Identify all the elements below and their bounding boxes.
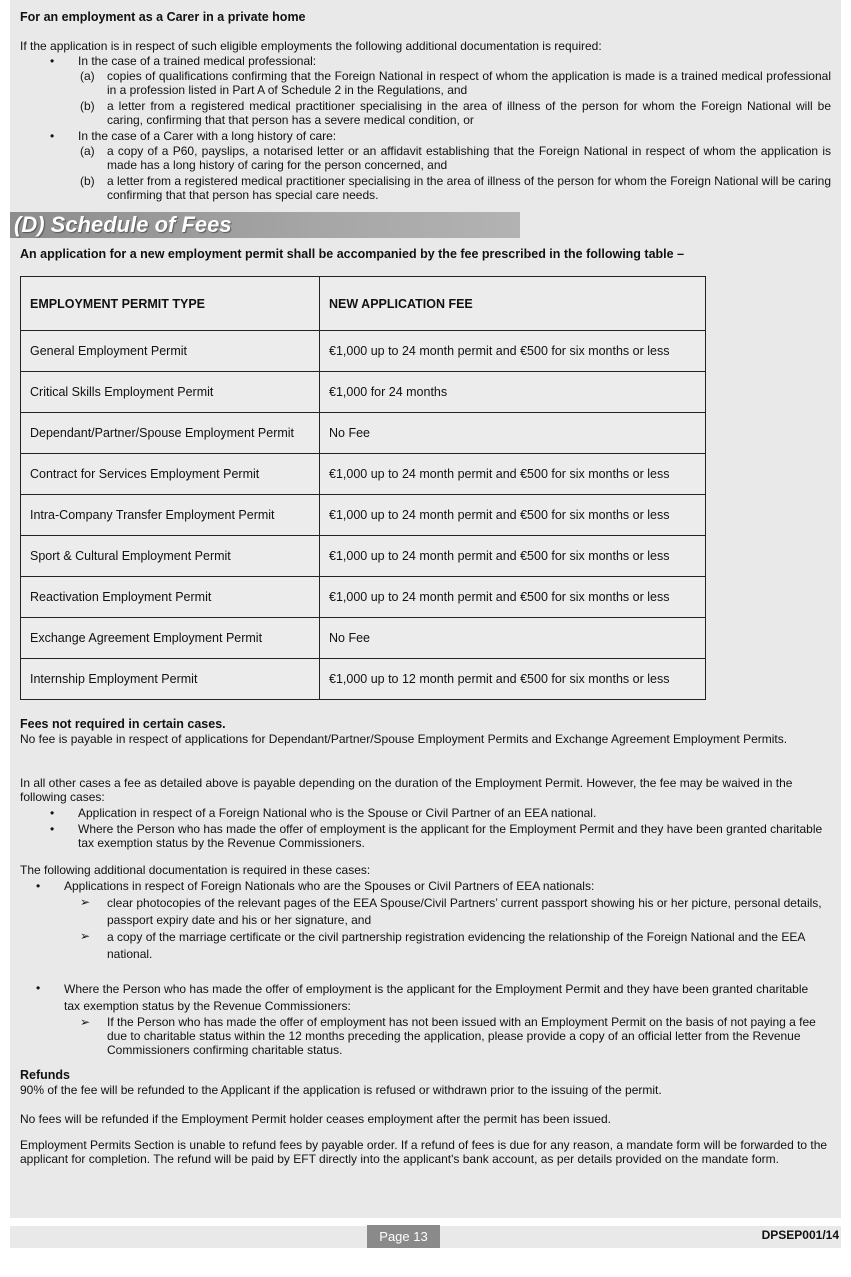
permit-type-cell: Internship Employment Permit — [21, 659, 320, 700]
arrow-icon: ➢ — [80, 895, 91, 909]
refunds-p1: 90% of the fee will be refunded to the Applicant if the application is refused or withdrawn prior to the issuing of the permit. — [20, 1083, 662, 1097]
table-row — [21, 618, 706, 659]
waiver-case-spouse: Application in respect of a Foreign National who is the Spouse or Civil Partner of an EEA national. — [78, 806, 597, 820]
arrow-icon: ➢ — [80, 1015, 91, 1029]
refunds-heading: Refunds — [20, 1068, 70, 1082]
item-label: (a) — [80, 144, 95, 158]
medical-title: In the case of a trained medical professional: — [78, 54, 317, 68]
permit-type-cell: Intra-Company Transfer Employment Permit — [21, 495, 320, 536]
bullet-icon: • — [50, 822, 55, 836]
item-label: (a) — [80, 69, 95, 83]
arrow-icon: ➢ — [80, 929, 91, 943]
fee-cell: €1,000 up to 24 month permit and €500 for six months or less — [320, 331, 706, 372]
table-header-row — [21, 277, 706, 331]
permit-type-cell: Sport & Cultural Employment Permit — [21, 536, 320, 577]
permit-type-cell: Dependant/Partner/Spouse Employment Permit — [21, 413, 320, 454]
doc1-title: Applications in respect of Foreign Nationals who are the Spouses or Civil Partners of EEA nationals: — [64, 879, 595, 893]
fee-cell: No Fee — [320, 618, 706, 659]
header-permit-type: EMPLOYMENT PERMIT TYPE — [21, 277, 320, 331]
bullet-icon: • — [50, 129, 55, 143]
table-row — [21, 659, 706, 700]
table-row — [21, 413, 706, 454]
doc2-item-a: If the Person who has made the offer of employment has not been issued with an Employment Permit on the basis of not paying a fee due to charitable status within the 12 months preceding the application, please provide a copy of an official letter from the Revenue Commissioners confirming charitable status. — [107, 1015, 816, 1057]
fee-cell: €1,000 up to 24 month permit and €500 for six months or less — [320, 454, 706, 495]
docs-intro: The following additional documentation is required in these cases: — [20, 863, 371, 877]
permit-type-cell: Exchange Agreement Employment Permit — [21, 618, 320, 659]
medical-item-b: a letter from a registered medical practitioner specialising in the area of illness of the person for whom the Foreign National will be caring, confirming that that person has a severe medical condition, or — [107, 99, 831, 127]
permit-type-cell: Critical Skills Employment Permit — [21, 372, 320, 413]
history-item-a: a copy of a P60, payslips, a notarised letter or an affidavit establishing that the Foreign National in respect of whom the application is made has a long history of caring for the person concerned, and — [107, 144, 831, 172]
bullet-icon: • — [50, 54, 55, 68]
medical-item-a: copies of qualifications confirming that the Foreign National in respect of whom the application is made is a trained medical professional in a profession listed in Part A of Schedule 2 in the Regulations, and — [107, 69, 831, 97]
table-row — [21, 536, 706, 577]
item-label: (b) — [80, 99, 95, 113]
refunds-p3: Employment Permits Section is unable to refund fees by payable order. If a refund of fees is due for any reason, a mandate form will be forwarded to the applicant for completion. The refund will be paid by EFT directly into the applicant's bank account, as per details provided on the mandate form. — [20, 1138, 828, 1166]
header-application-fee: NEW APPLICATION FEE — [320, 277, 706, 331]
table-row — [21, 372, 706, 413]
doc1-item-b: a copy of the marriage certificate or the civil partnership registration evidencing the relationship of the Foreign National and the EEA national. — [107, 930, 805, 961]
fees-lead: An application for a new employment permit shall be accompanied by the fee prescribed in the following table – — [20, 247, 685, 261]
table-row — [21, 454, 706, 495]
fee-cell: €1,000 up to 12 month permit and €500 for six months or less — [320, 659, 706, 700]
bullet-icon: • — [50, 806, 55, 820]
fee-cell: €1,000 up to 24 month permit and €500 for six months or less — [320, 495, 706, 536]
table-row — [21, 495, 706, 536]
waiver-case-charitable: Where the Person who has made the offer of employment is the applicant for the Employment Permit and they have been granted charitable tax exemption status by the Revenue Commissioners. — [78, 822, 823, 850]
fee-cell: No Fee — [320, 413, 706, 454]
no-fee-paragraph: No fee is payable in respect of applications for Dependant/Partner/Spouse Employment Permits and Exchange Agreement Employment Permits. — [20, 732, 788, 746]
fee-cell: €1,000 up to 24 month permit and €500 for six months or less — [320, 536, 706, 577]
refunds-p2: No fees will be refunded if the Employment Permit holder ceases employment after the permit has been issued. — [20, 1112, 611, 1126]
carer-intro: If the application is in respect of such eligible employments the following additional documentation is required: — [20, 39, 602, 53]
page-number: Page 13 — [367, 1225, 440, 1248]
fee-table — [20, 276, 706, 700]
table-row — [21, 331, 706, 372]
permit-type-cell: Contract for Services Employment Permit — [21, 454, 320, 495]
doc2-title: Where the Person who has made the offer of employment is the applicant for the Employment Permit and they have been granted charitable tax exemption status by the Revenue Commissioners: — [64, 982, 809, 1013]
history-title: In the case of a Carer with a long history of care: — [78, 129, 337, 143]
section-banner — [10, 212, 520, 238]
table-row — [21, 577, 706, 618]
document-code: DPSEP001/14 — [761, 1228, 839, 1242]
section-title: (D) Schedule of Fees — [14, 212, 232, 237]
waiver-heading: Fees not required in certain cases. — [20, 717, 226, 731]
item-label: (b) — [80, 174, 95, 188]
other-cases-paragraph: In all other cases a fee as detailed above is payable depending on the duration of the Employment Permit. However, the fee may be waived in the following cases: — [20, 776, 793, 804]
bullet-icon: • — [36, 981, 41, 995]
bullet-icon: • — [36, 879, 41, 893]
doc1-item-a: clear photocopies of the relevant pages of the EEA Spouse/Civil Partners’ current passport showing his or her picture, personal details, passport expiry date and his or her signature, and — [107, 896, 822, 927]
history-item-b: a letter from a registered medical practitioner specialising in the area of illness of the person for whom the Foreign National will be caring confirming that that person has special care needs. — [107, 174, 831, 202]
permit-type-cell: Reactivation Employment Permit — [21, 577, 320, 618]
fee-cell: €1,000 for 24 months — [320, 372, 706, 413]
permit-type-cell: General Employment Permit — [21, 331, 320, 372]
carer-heading: For an employment as a Carer in a private home — [20, 10, 306, 24]
fee-cell: €1,000 up to 24 month permit and €500 for six months or less — [320, 577, 706, 618]
